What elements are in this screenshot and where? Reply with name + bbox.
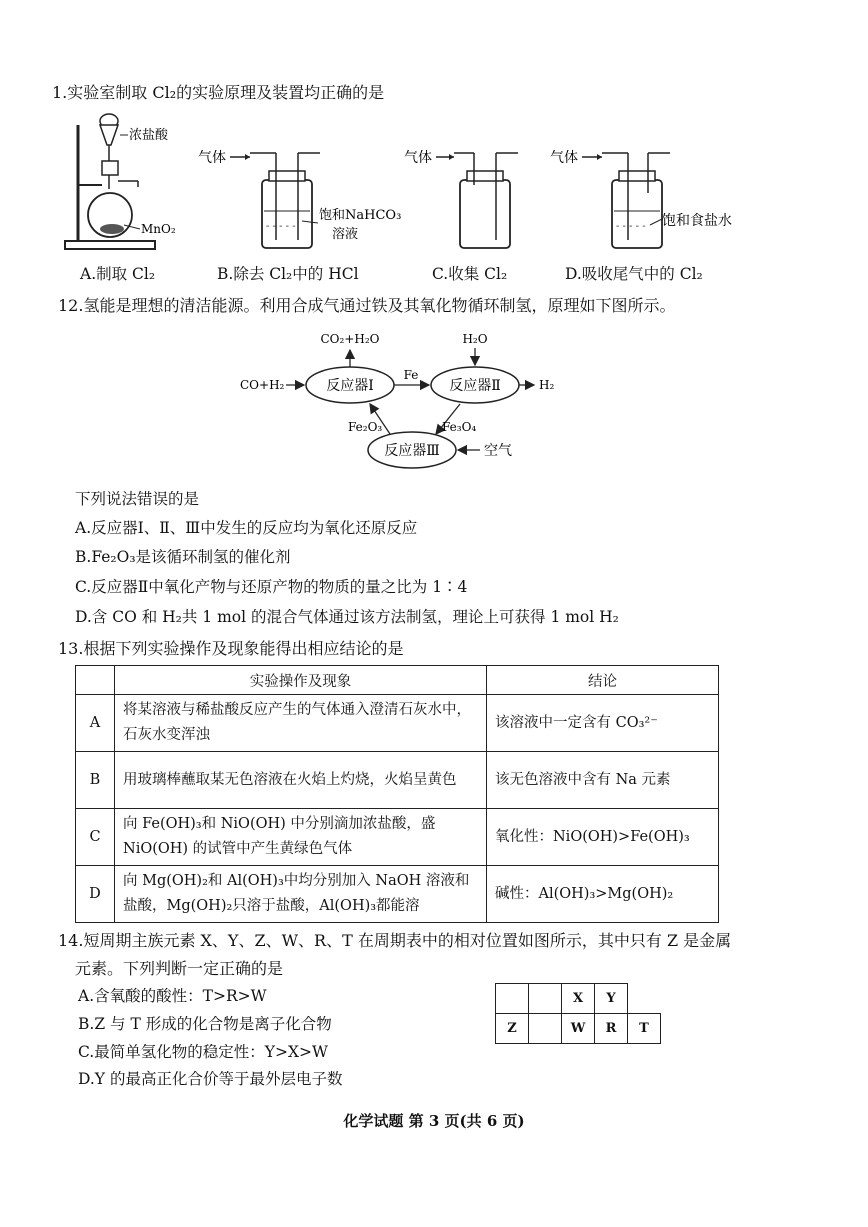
cell [529, 1014, 562, 1044]
a-funnel-label: 浓盐酸 [129, 128, 169, 143]
svg-text:- - - - -: - - - - - [266, 221, 296, 232]
cell-t: T [628, 1014, 661, 1044]
q11-option-b: B.除去 Cl₂中的 HCl [217, 265, 359, 283]
b-liquid-label-1: 饱和NaHCO₃ [319, 208, 402, 223]
input-syngas-label: CO+H₂ [240, 378, 285, 392]
reactor-3-label: 反应器Ⅲ [384, 443, 440, 459]
table-row [76, 695, 719, 752]
row-conclusion: 该溶液中一定含有 CO₃²⁻ [487, 695, 719, 752]
q11-option-a: A.制取 Cl₂ [80, 265, 156, 283]
table-row [76, 752, 719, 809]
d-gas-label: 气体 [550, 150, 578, 166]
b-liquid-label-2: 溶液 [332, 227, 359, 242]
output-co2-h2o-label: CO₂+H₂O [320, 332, 380, 346]
apparatus-b [198, 149, 401, 248]
row-conclusion: 碱性：Al(OH)₃>Mg(OH)₂ [487, 866, 719, 923]
q12-cycle-diagram [230, 322, 570, 472]
air-label: 空气 [484, 443, 512, 459]
cell-w: W [562, 1014, 595, 1044]
periodic-row-1 [496, 984, 661, 1014]
row-conclusion: 氧化性：NiO(OH)>Fe(OH)₃ [487, 809, 719, 866]
cell [529, 984, 562, 1014]
row-label: B [76, 752, 115, 809]
q12-prompt: 下列说法错误的是 [75, 490, 200, 508]
row-operation: 向 Fe(OH)₃和 NiO(OH) 中分别滴加浓盐酸，盛 NiO(OH) 的试管中产生黄绿色气体 [115, 809, 487, 866]
q13-stem: 13.根据下列实验操作及现象能得出相应结论的是 [58, 639, 404, 658]
q14-stem-line2: 元素。下列判断一定正确的是 [75, 959, 284, 978]
apparatus-c [404, 149, 518, 248]
q14-stem-line1: 14.短周期主族元素 X、Y、Z、W、R、T 在周期表中的相对位置如图所示，其中只有 Z 是金属 [58, 931, 732, 950]
header-operation: 实验操作及现象 [115, 666, 487, 695]
periodic-table-fragment [495, 983, 661, 1044]
c-gas-label: 气体 [404, 150, 432, 166]
d-liquid-label: 饱和食盐水 [662, 213, 732, 229]
reactor-2-label: 反应器Ⅱ [449, 378, 501, 394]
apparatus-a [65, 114, 176, 249]
row-operation: 将某溶液与稀盐酸反应产生的气体通入澄清石灰水中，石灰水变浑浊 [115, 695, 487, 752]
q13-experiment-table [75, 665, 719, 923]
q12-option-b: B.Fe₂O₃是该循环制氢的催化剂 [75, 548, 291, 566]
table-header-row [76, 666, 719, 695]
row-label: A [76, 695, 115, 752]
svg-text:- - - - -: - - - - - [616, 221, 646, 232]
a-flask-label: MnO₂ [141, 222, 176, 236]
q12-option-c: C.反应器Ⅱ中氧化产物与还原产物的物质的量之比为 1∶4 [75, 578, 468, 596]
cell-x: X [562, 984, 595, 1014]
fe2o3-label: Fe₂O₃ [348, 420, 383, 434]
table-row [76, 809, 719, 866]
row-label: D [76, 866, 115, 923]
q14-option-b: B.Z 与 T 形成的化合物是离子化合物 [78, 1015, 332, 1033]
row-operation: 向 Mg(OH)₂和 Al(OH)₃中均分别加入 NaOH 溶液和盐酸，Mg(OH)₂只溶于盐酸，Al(OH)₃都能溶 [115, 866, 487, 923]
cell-r: R [595, 1014, 628, 1044]
q14-option-a: A.含氧酸的酸性：T>R>W [78, 987, 267, 1005]
header-conclusion: 结论 [487, 666, 719, 695]
page-footer: 化学试题 第 3 页(共 6 页) [343, 1112, 525, 1130]
q12-option-d: D.含 CO 和 H₂共 1 mol 的混合气体通过该方法制氢，理论上可获得 1 mol H₂ [75, 608, 619, 626]
reactor-1-label: 反应器Ⅰ [326, 378, 374, 394]
q11-option-d: D.吸收尾气中的 Cl₂ [565, 265, 703, 283]
h2o-label: H₂O [462, 332, 488, 346]
row-operation: 用玻璃棒蘸取某无色溶液在火焰上灼烧，火焰呈黄色 [115, 752, 487, 809]
q11-apparatus-figure [50, 105, 750, 265]
periodic-row-2 [496, 1014, 661, 1044]
q12-option-a: A.反应器Ⅰ、Ⅱ、Ⅲ中发生的反应均为氧化还原反应 [75, 519, 418, 537]
q11-option-c: C.收集 Cl₂ [432, 265, 508, 283]
fe3o4-label: Fe₃O₄ [442, 420, 477, 434]
row-conclusion: 该无色溶液中含有 Na 元素 [487, 752, 719, 809]
cell-y: Y [595, 984, 628, 1014]
b-gas-label: 气体 [198, 150, 226, 166]
row-label: C [76, 809, 115, 866]
q12-stem: 12.氢能是理想的清洁能源。利用合成气通过铁及其氧化物循环制氢，原理如下图所示。 [58, 296, 676, 315]
apparatus-d [550, 149, 732, 248]
cell [496, 984, 529, 1014]
q14-option-d: D.Y 的最高正化合价等于最外层电子数 [78, 1070, 343, 1088]
cell-z: Z [496, 1014, 529, 1044]
fe-label: Fe [403, 368, 419, 382]
table-row [76, 866, 719, 923]
q11-stem: 1.实验室制取 Cl₂的实验原理及装置均正确的是 [52, 83, 385, 102]
cell [628, 984, 661, 1014]
q14-option-c: C.最简单氢化物的稳定性：Y>X>W [78, 1043, 328, 1061]
h2-output-label: H₂ [539, 378, 555, 392]
